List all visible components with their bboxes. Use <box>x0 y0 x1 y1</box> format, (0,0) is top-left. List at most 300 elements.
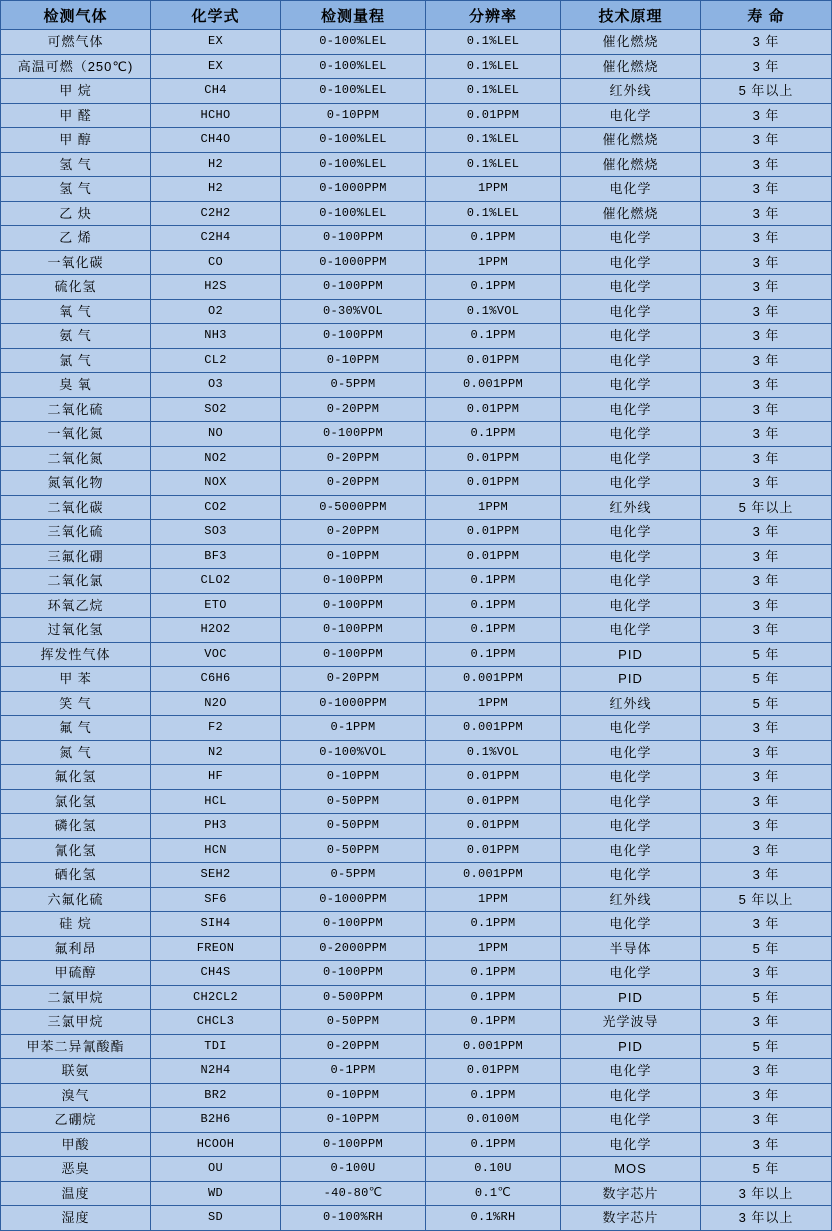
cell-chemical-formula: OU <box>151 1157 281 1182</box>
cell-chemical-formula: NO <box>151 422 281 447</box>
cell-chemical-formula: C6H6 <box>151 667 281 692</box>
cell-chemical-formula: O2 <box>151 299 281 324</box>
cell-gas-name: 二氧化氮 <box>1 446 151 471</box>
cell-detection-range: 0-100PPM <box>281 569 426 594</box>
table-row <box>1 471 832 496</box>
cell-resolution: 0.01PPM <box>426 814 561 839</box>
cell-technical-principle: PID <box>561 985 701 1010</box>
cell-resolution: 0.10U <box>426 1157 561 1182</box>
cell-detection-range: 0-5000PPM <box>281 495 426 520</box>
cell-chemical-formula: PH3 <box>151 814 281 839</box>
cell-resolution: 0.1PPM <box>426 1010 561 1035</box>
cell-technical-principle: PID <box>561 642 701 667</box>
table-row <box>1 642 832 667</box>
cell-lifespan: 3 年 <box>701 961 832 986</box>
cell-technical-principle: 电化学 <box>561 299 701 324</box>
cell-detection-range: 0-50PPM <box>281 814 426 839</box>
cell-chemical-formula: H2 <box>151 152 281 177</box>
cell-resolution: 0.1PPM <box>426 569 561 594</box>
table-row <box>1 495 832 520</box>
cell-chemical-formula: CLO2 <box>151 569 281 594</box>
cell-resolution: 0.001PPM <box>426 863 561 888</box>
table-row <box>1 250 832 275</box>
cell-gas-name: 甲苯二异氰酸酯 <box>1 1034 151 1059</box>
cell-technical-principle: 催化燃烧 <box>561 201 701 226</box>
table-row <box>1 520 832 545</box>
table-row <box>1 1034 832 1059</box>
cell-detection-range: 0-1000PPM <box>281 250 426 275</box>
cell-lifespan: 3 年 <box>701 30 832 55</box>
cell-technical-principle: 光学波导 <box>561 1010 701 1035</box>
cell-detection-range: 0-100PPM <box>281 226 426 251</box>
table-row <box>1 1206 832 1231</box>
cell-lifespan: 3 年 <box>701 814 832 839</box>
cell-chemical-formula: FREON <box>151 936 281 961</box>
cell-detection-range: 0-100PPM <box>281 618 426 643</box>
cell-lifespan: 3 年 <box>701 593 832 618</box>
table-row <box>1 299 832 324</box>
cell-technical-principle: 电化学 <box>561 863 701 888</box>
cell-technical-principle: 红外线 <box>561 887 701 912</box>
cell-lifespan: 3 年 <box>701 324 832 349</box>
cell-gas-name: 氢 气 <box>1 152 151 177</box>
cell-technical-principle: 电化学 <box>561 814 701 839</box>
cell-resolution: 0.1PPM <box>426 226 561 251</box>
cell-technical-principle: 电化学 <box>561 740 701 765</box>
cell-detection-range: 0-100PPM <box>281 642 426 667</box>
table-body <box>1 30 832 1231</box>
cell-chemical-formula: B2H6 <box>151 1108 281 1133</box>
cell-detection-range: 0-100PPM <box>281 275 426 300</box>
cell-technical-principle: PID <box>561 1034 701 1059</box>
cell-lifespan: 5 年 <box>701 985 832 1010</box>
cell-chemical-formula: NOX <box>151 471 281 496</box>
cell-detection-range: 0-100%LEL <box>281 201 426 226</box>
cell-technical-principle: 电化学 <box>561 471 701 496</box>
cell-chemical-formula: WD <box>151 1181 281 1206</box>
cell-resolution: 0.01PPM <box>426 544 561 569</box>
cell-lifespan: 3 年 <box>701 544 832 569</box>
cell-technical-principle: 电化学 <box>561 446 701 471</box>
cell-technical-principle: 催化燃烧 <box>561 30 701 55</box>
cell-detection-range: 0-20PPM <box>281 520 426 545</box>
cell-gas-name: 氧 气 <box>1 299 151 324</box>
cell-resolution: 0.01PPM <box>426 103 561 128</box>
cell-gas-name: 湿度 <box>1 1206 151 1231</box>
cell-technical-principle: 电化学 <box>561 275 701 300</box>
table-row <box>1 324 832 349</box>
cell-technical-principle: MOS <box>561 1157 701 1182</box>
cell-chemical-formula: NO2 <box>151 446 281 471</box>
cell-detection-range: 0-50PPM <box>281 1010 426 1035</box>
cell-lifespan: 3 年 <box>701 128 832 153</box>
cell-gas-name: 一氧化氮 <box>1 422 151 447</box>
cell-resolution: 0.1PPM <box>426 985 561 1010</box>
cell-lifespan: 3 年以上 <box>701 1181 832 1206</box>
cell-lifespan: 5 年以上 <box>701 887 832 912</box>
cell-technical-principle: 电化学 <box>561 912 701 937</box>
cell-resolution: 0.1%VOL <box>426 740 561 765</box>
table-row <box>1 397 832 422</box>
cell-lifespan: 5 年 <box>701 691 832 716</box>
cell-resolution: 0.1%LEL <box>426 54 561 79</box>
cell-gas-name: 氯 气 <box>1 348 151 373</box>
cell-chemical-formula: SO3 <box>151 520 281 545</box>
cell-chemical-formula: HCL <box>151 789 281 814</box>
cell-resolution: 0.1PPM <box>426 324 561 349</box>
cell-technical-principle: 电化学 <box>561 348 701 373</box>
table-row <box>1 201 832 226</box>
cell-technical-principle: 电化学 <box>561 177 701 202</box>
table-row <box>1 569 832 594</box>
cell-gas-name: 甲 醇 <box>1 128 151 153</box>
table-row <box>1 1132 832 1157</box>
cell-detection-range: 0-500PPM <box>281 985 426 1010</box>
cell-lifespan: 5 年以上 <box>701 495 832 520</box>
cell-technical-principle: 电化学 <box>561 544 701 569</box>
cell-chemical-formula: ETO <box>151 593 281 618</box>
cell-detection-range: 0-20PPM <box>281 446 426 471</box>
cell-gas-name: 氟化氢 <box>1 765 151 790</box>
cell-technical-principle: 电化学 <box>561 324 701 349</box>
cell-technical-principle: 红外线 <box>561 79 701 104</box>
cell-resolution: 0.1%RH <box>426 1206 561 1231</box>
cell-chemical-formula: HCOOH <box>151 1132 281 1157</box>
table-row <box>1 373 832 398</box>
cell-technical-principle: 电化学 <box>561 103 701 128</box>
cell-chemical-formula: O3 <box>151 373 281 398</box>
cell-detection-range: 0-100PPM <box>281 324 426 349</box>
table-row <box>1 740 832 765</box>
cell-detection-range: 0-100%LEL <box>281 30 426 55</box>
cell-detection-range: 0-10PPM <box>281 348 426 373</box>
cell-lifespan: 3 年 <box>701 912 832 937</box>
cell-technical-principle: 数字芯片 <box>561 1181 701 1206</box>
cell-gas-name: 硫化氢 <box>1 275 151 300</box>
cell-technical-principle: 电化学 <box>561 373 701 398</box>
cell-detection-range: 0-100PPM <box>281 1132 426 1157</box>
table-row <box>1 1157 832 1182</box>
cell-technical-principle: 电化学 <box>561 789 701 814</box>
cell-lifespan: 3 年 <box>701 299 832 324</box>
cell-detection-range: 0-10PPM <box>281 1083 426 1108</box>
cell-chemical-formula: HCHO <box>151 103 281 128</box>
table-row <box>1 348 832 373</box>
cell-technical-principle: 催化燃烧 <box>561 54 701 79</box>
cell-technical-principle: 电化学 <box>561 397 701 422</box>
table-row <box>1 446 832 471</box>
cell-detection-range: 0-10PPM <box>281 765 426 790</box>
cell-gas-name: 甲 苯 <box>1 667 151 692</box>
cell-lifespan: 3 年 <box>701 446 832 471</box>
table-row <box>1 54 832 79</box>
table-row <box>1 765 832 790</box>
cell-chemical-formula: N2H4 <box>151 1059 281 1084</box>
cell-chemical-formula: CL2 <box>151 348 281 373</box>
cell-resolution: 0.001PPM <box>426 373 561 398</box>
cell-lifespan: 3 年 <box>701 226 832 251</box>
cell-detection-range: 0-5PPM <box>281 373 426 398</box>
cell-resolution: 0.01PPM <box>426 446 561 471</box>
cell-chemical-formula: HF <box>151 765 281 790</box>
cell-lifespan: 5 年以上 <box>701 79 832 104</box>
cell-detection-range: 0-100%LEL <box>281 152 426 177</box>
cell-chemical-formula: EX <box>151 30 281 55</box>
cell-chemical-formula: TDI <box>151 1034 281 1059</box>
cell-resolution: 0.1PPM <box>426 1132 561 1157</box>
cell-technical-principle: 电化学 <box>561 250 701 275</box>
table-row <box>1 422 832 447</box>
table-row <box>1 985 832 1010</box>
column-header-formula: 化学式 <box>151 1 281 30</box>
cell-detection-range: 0-20PPM <box>281 397 426 422</box>
cell-gas-name: 甲酸 <box>1 1132 151 1157</box>
cell-chemical-formula: CO2 <box>151 495 281 520</box>
table-row <box>1 177 832 202</box>
cell-resolution: 0.01PPM <box>426 348 561 373</box>
cell-gas-name: 甲 醛 <box>1 103 151 128</box>
cell-gas-name: 乙 炔 <box>1 201 151 226</box>
cell-technical-principle: 电化学 <box>561 716 701 741</box>
cell-lifespan: 3 年 <box>701 397 832 422</box>
cell-gas-name: 联氨 <box>1 1059 151 1084</box>
cell-gas-name: 臭 氧 <box>1 373 151 398</box>
cell-gas-name: 硒化氢 <box>1 863 151 888</box>
cell-lifespan: 3 年 <box>701 1108 832 1133</box>
cell-resolution: 0.1PPM <box>426 961 561 986</box>
column-header-lifespan: 寿 命 <box>701 1 832 30</box>
table-row <box>1 961 832 986</box>
cell-resolution: 0.01PPM <box>426 397 561 422</box>
cell-chemical-formula: CO <box>151 250 281 275</box>
cell-detection-range: 0-5PPM <box>281 863 426 888</box>
cell-gas-name: 氟 气 <box>1 716 151 741</box>
cell-detection-range: 0-50PPM <box>281 838 426 863</box>
cell-resolution: 0.1%LEL <box>426 30 561 55</box>
cell-gas-name: 氮氧化物 <box>1 471 151 496</box>
cell-detection-range: -40-80℃ <box>281 1181 426 1206</box>
cell-gas-name: 六氟化硫 <box>1 887 151 912</box>
cell-resolution: 1PPM <box>426 887 561 912</box>
table-row <box>1 887 832 912</box>
cell-chemical-formula: CHCL3 <box>151 1010 281 1035</box>
cell-detection-range: 0-100PPM <box>281 912 426 937</box>
cell-gas-name: 硅 烷 <box>1 912 151 937</box>
cell-lifespan: 3 年 <box>701 54 832 79</box>
cell-lifespan: 3 年 <box>701 716 832 741</box>
table-row <box>1 838 832 863</box>
table-row <box>1 30 832 55</box>
cell-chemical-formula: BF3 <box>151 544 281 569</box>
cell-resolution: 1PPM <box>426 177 561 202</box>
cell-gas-name: 氢 气 <box>1 177 151 202</box>
cell-detection-range: 0-10PPM <box>281 103 426 128</box>
cell-resolution: 0.001PPM <box>426 716 561 741</box>
cell-gas-name: 二氯甲烷 <box>1 985 151 1010</box>
cell-technical-principle: 催化燃烧 <box>561 152 701 177</box>
cell-lifespan: 3 年 <box>701 618 832 643</box>
table-row <box>1 691 832 716</box>
cell-detection-range: 0-50PPM <box>281 789 426 814</box>
cell-gas-name: 三氯甲烷 <box>1 1010 151 1035</box>
cell-technical-principle: 数字芯片 <box>561 1206 701 1231</box>
table-row <box>1 79 832 104</box>
cell-lifespan: 5 年 <box>701 936 832 961</box>
cell-chemical-formula: CH4 <box>151 79 281 104</box>
cell-lifespan: 3 年 <box>701 250 832 275</box>
cell-technical-principle: 电化学 <box>561 569 701 594</box>
cell-resolution: 1PPM <box>426 495 561 520</box>
cell-resolution: 0.1%VOL <box>426 299 561 324</box>
table-row <box>1 152 832 177</box>
table-header <box>1 1 832 30</box>
cell-chemical-formula: SF6 <box>151 887 281 912</box>
cell-chemical-formula: CH4S <box>151 961 281 986</box>
cell-resolution: 0.01PPM <box>426 471 561 496</box>
cell-technical-principle: 电化学 <box>561 593 701 618</box>
cell-lifespan: 3 年 <box>701 1059 832 1084</box>
cell-resolution: 0.1%LEL <box>426 128 561 153</box>
cell-chemical-formula: H2S <box>151 275 281 300</box>
cell-resolution: 0.001PPM <box>426 667 561 692</box>
table-row <box>1 1108 832 1133</box>
cell-lifespan: 3 年 <box>701 152 832 177</box>
cell-gas-name: 三氟化硼 <box>1 544 151 569</box>
cell-resolution: 0.1PPM <box>426 422 561 447</box>
cell-lifespan: 3 年 <box>701 177 832 202</box>
table-row <box>1 1083 832 1108</box>
cell-lifespan: 3 年 <box>701 740 832 765</box>
cell-detection-range: 0-100PPM <box>281 961 426 986</box>
cell-technical-principle: 电化学 <box>561 1132 701 1157</box>
cell-technical-principle: 电化学 <box>561 618 701 643</box>
cell-lifespan: 5 年 <box>701 1157 832 1182</box>
cell-gas-name: 氨 气 <box>1 324 151 349</box>
cell-gas-name: 挥发性气体 <box>1 642 151 667</box>
cell-lifespan: 3 年 <box>701 422 832 447</box>
cell-lifespan: 3 年 <box>701 201 832 226</box>
cell-detection-range: 0-1000PPM <box>281 177 426 202</box>
cell-gas-name: 甲硫醇 <box>1 961 151 986</box>
cell-chemical-formula: SO2 <box>151 397 281 422</box>
table-header-row <box>1 1 832 30</box>
cell-gas-name: 二氧化硫 <box>1 397 151 422</box>
cell-gas-name: 二氧化碳 <box>1 495 151 520</box>
cell-chemical-formula: H2O2 <box>151 618 281 643</box>
cell-detection-range: 0-100%LEL <box>281 128 426 153</box>
cell-detection-range: 0-2000PPM <box>281 936 426 961</box>
cell-technical-principle: 电化学 <box>561 961 701 986</box>
cell-technical-principle: 电化学 <box>561 1108 701 1133</box>
table-row <box>1 1181 832 1206</box>
cell-technical-principle: 催化燃烧 <box>561 128 701 153</box>
cell-gas-name: 环氧乙烷 <box>1 593 151 618</box>
cell-gas-name: 氮 气 <box>1 740 151 765</box>
table-row <box>1 544 832 569</box>
table-row <box>1 226 832 251</box>
cell-chemical-formula: CH2CL2 <box>151 985 281 1010</box>
cell-resolution: 0.001PPM <box>426 1034 561 1059</box>
cell-resolution: 0.1%LEL <box>426 79 561 104</box>
table-row <box>1 618 832 643</box>
cell-resolution: 0.01PPM <box>426 1059 561 1084</box>
table-row <box>1 936 832 961</box>
cell-detection-range: 0-1PPM <box>281 716 426 741</box>
cell-gas-name: 温度 <box>1 1181 151 1206</box>
cell-lifespan: 3 年 <box>701 275 832 300</box>
cell-lifespan: 3 年 <box>701 1132 832 1157</box>
cell-chemical-formula: H2 <box>151 177 281 202</box>
table-row <box>1 814 832 839</box>
cell-resolution: 0.1PPM <box>426 912 561 937</box>
cell-resolution: 0.01PPM <box>426 789 561 814</box>
cell-lifespan: 5 年 <box>701 642 832 667</box>
table-row <box>1 128 832 153</box>
cell-technical-principle: 半导体 <box>561 936 701 961</box>
cell-lifespan: 3 年 <box>701 520 832 545</box>
cell-detection-range: 0-10PPM <box>281 1108 426 1133</box>
cell-resolution: 0.01PPM <box>426 765 561 790</box>
cell-chemical-formula: F2 <box>151 716 281 741</box>
cell-gas-name: 二氧化氯 <box>1 569 151 594</box>
cell-resolution: 0.0100M <box>426 1108 561 1133</box>
cell-resolution: 1PPM <box>426 691 561 716</box>
cell-detection-range: 0-100U <box>281 1157 426 1182</box>
cell-chemical-formula: SEH2 <box>151 863 281 888</box>
column-header-resolution: 分辨率 <box>426 1 561 30</box>
table-row <box>1 789 832 814</box>
cell-technical-principle: 红外线 <box>561 691 701 716</box>
cell-lifespan: 5 年 <box>701 667 832 692</box>
cell-gas-name: 可燃气体 <box>1 30 151 55</box>
cell-detection-range: 0-100%VOL <box>281 740 426 765</box>
table-row <box>1 667 832 692</box>
cell-lifespan: 5 年 <box>701 1034 832 1059</box>
cell-chemical-formula: SIH4 <box>151 912 281 937</box>
cell-chemical-formula: VOC <box>151 642 281 667</box>
cell-gas-name: 一氧化碳 <box>1 250 151 275</box>
cell-gas-name: 笑 气 <box>1 691 151 716</box>
cell-detection-range: 0-10PPM <box>281 544 426 569</box>
table-row <box>1 863 832 888</box>
cell-detection-range: 0-1000PPM <box>281 691 426 716</box>
cell-resolution: 0.1%LEL <box>426 152 561 177</box>
cell-lifespan: 3 年 <box>701 863 832 888</box>
cell-technical-principle: 电化学 <box>561 422 701 447</box>
cell-gas-name: 氟利昂 <box>1 936 151 961</box>
cell-chemical-formula: N2 <box>151 740 281 765</box>
cell-technical-principle: 电化学 <box>561 838 701 863</box>
cell-resolution: 0.1℃ <box>426 1181 561 1206</box>
cell-detection-range: 0-20PPM <box>281 1034 426 1059</box>
cell-technical-principle: 电化学 <box>561 765 701 790</box>
cell-lifespan: 3 年 <box>701 103 832 128</box>
table-row <box>1 716 832 741</box>
cell-technical-principle: 电化学 <box>561 520 701 545</box>
cell-technical-principle: 电化学 <box>561 1059 701 1084</box>
column-header-principle: 技术原理 <box>561 1 701 30</box>
cell-resolution: 1PPM <box>426 936 561 961</box>
table-row <box>1 593 832 618</box>
cell-chemical-formula: CH4O <box>151 128 281 153</box>
table-row <box>1 103 832 128</box>
cell-lifespan: 3 年 <box>701 1083 832 1108</box>
cell-gas-name: 过氧化氢 <box>1 618 151 643</box>
cell-lifespan: 3 年 <box>701 789 832 814</box>
cell-lifespan: 3 年 <box>701 569 832 594</box>
column-header-range: 检测量程 <box>281 1 426 30</box>
cell-resolution: 0.1PPM <box>426 593 561 618</box>
